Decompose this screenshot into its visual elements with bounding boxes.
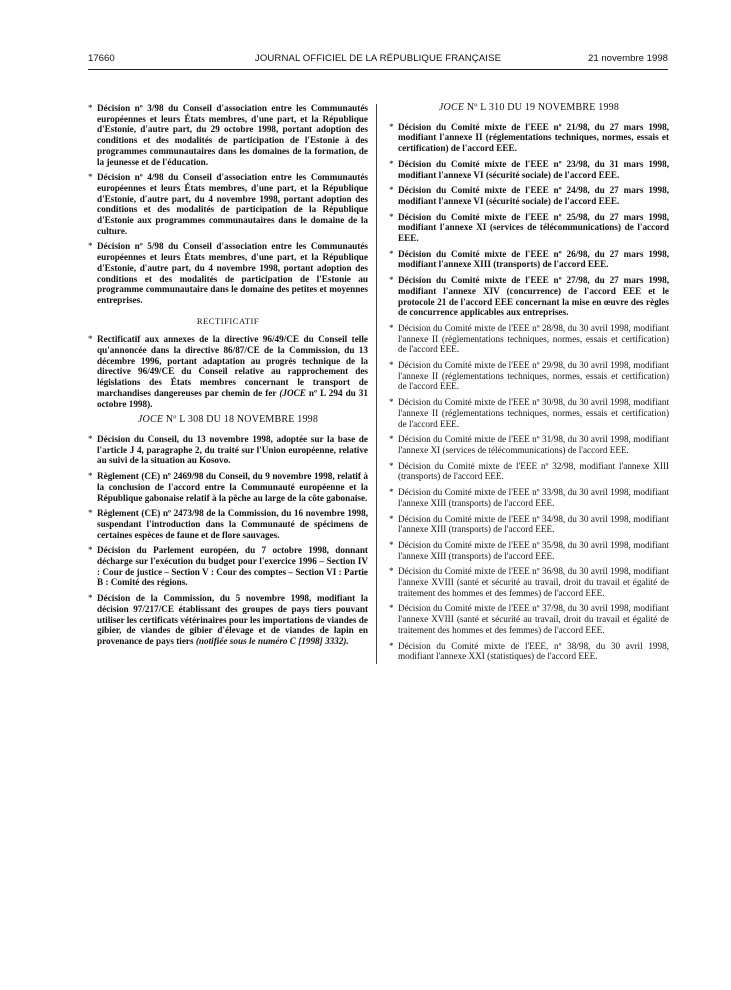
list-item: * Décision du Comité mixte de l'EEE nº 32/98, modifiant l'annexe XIII (transports) de l'accord EEE. bbox=[389, 461, 669, 482]
header-rule bbox=[88, 69, 668, 70]
page-number: 17660 bbox=[88, 53, 115, 64]
rectificatif-text: Rectificatif aux annexes de la directive 96/49/CE du Conseil telle qu'annoncée dans la directive 86/87/CE de la Commission, du 13 décembre 1996, portant adaptation au progrès technique de la directive 96/49/CE du Conseil relative au rapprochement des législations des États membres concernant le transport de marchandises dangereuses par chemin de fer bbox=[97, 334, 368, 398]
column-divider bbox=[376, 104, 377, 664]
list-item: * Décision du Comité mixte de l'EEE, nº 38/98, du 30 avril 1998, modifiant l'annexe XXI (statistiques) de l'accord EEE. bbox=[389, 641, 669, 662]
list-item-text: Décision de la Commission, du 5 novembre 1998, modifiant la décision 97/217/CE établissant des groupes de pays tiers pouvant utiliser les certificats vétérinaires pour les importations de viandes de gibier, de viandes de gibier d'élevage et de viandes de lapin en provenance de pays tiers bbox=[97, 593, 368, 646]
rectificatif-ref: nº L 294 du 31 octobre 1998). bbox=[97, 387, 368, 409]
rectificatif-heading: RECTIFICATIF bbox=[196, 315, 260, 326]
list-item: * Décision du Comité mixte de l'EEE nº 23/98, du 31 mars 1998, modifiant l'annexe VI (sécurité sociale) de l'accord EEE. bbox=[389, 159, 669, 180]
section-issue: Nº L 310 DU 19 NOVEMBRE 1998 bbox=[466, 102, 620, 113]
page-header bbox=[88, 53, 668, 69]
list-item: * Décision du Conseil, du 13 novembre 1998, adoptée sur la base de l'article J 4, paragraphe 2, du traité sur l'Union européenne, relative au suivi de la situation au Kosovo. bbox=[88, 434, 368, 466]
list-item: * Décision du Comité mixte de l'EEE nº 21/98, du 27 mars 1998, modifiant l'annexe II (réglementations techniques, normes, essais et certification) de l'accord EEE. bbox=[389, 122, 669, 154]
list-item: * Règlement (CE) nº 2469/98 du Conseil, du 9 novembre 1998, relatif à la conclusion de l'accord entre la Communauté européenne et la République gabonaise relatif à la pêche au large de la côte gabonaise. bbox=[88, 471, 368, 503]
section-journal-abbrev: JOCE bbox=[438, 102, 465, 113]
list-item: * Décision du Comité mixte de l'EEE nº 26/98, du 27 mars 1998, modifiant l'annexe XIII (transports) de l'accord EEE. bbox=[389, 249, 669, 270]
list-item: * Décision nº 4/98 du Conseil d'association entre les Communautés européennes et leurs États membres, d'une part, et la République d'Estonie, d'autre part, du 4 novembre 1998, portant adoption des conditions et des modalités de participation de la République d'Estonie aux programmes communautaires dans le domaine de la culture. bbox=[88, 172, 368, 236]
right-column bbox=[389, 103, 669, 667]
section-heading-l310 bbox=[389, 103, 669, 114]
left-column bbox=[88, 103, 368, 652]
list-item: * Décision du Comité mixte de l'EEE nº 35/98, du 30 avril 1998, modifiant l'annexe XIII (transports) de l'accord EEE. bbox=[389, 540, 669, 561]
list-item bbox=[88, 593, 368, 647]
list-item: * Décision nº 3/98 du Conseil d'association entre les Communautés européennes et leurs États membres, d'une part, et la République d'Estonie, d'autre part, du 29 octobre 1998, portant adoption des conditions et des modalités de participation de l'Estonie à des programmes communautaires dans les domaines de la formation, de la jeunesse et de l'éducation. bbox=[88, 103, 368, 167]
list-item: * Décision du Comité mixte de l'EEE nº 27/98, du 27 mars 1998, modifiant l'annexe XIV (concurrence) de l'accord EEE et le protocole 21 de l'accord EEE concernant la mise en œuvre des règles de concurrence applicables aux entreprises. bbox=[389, 275, 669, 318]
list-item: * Décision du Comité mixte de l'EEE nº 25/98, du 27 mars 1998, modifiant l'annexe XI (services de télécommunications) de l'accord EEE. bbox=[389, 212, 669, 244]
list-item: * Décision du Comité mixte de l'EEE nº 29/98, du 30 avril 1998, modifiant l'annexe II (réglementations techniques, normes, essais et certification) de l'accord EEE. bbox=[389, 360, 669, 392]
issue-date: 21 novembre 1998 bbox=[587, 53, 668, 64]
list-item: * Règlement (CE) nº 2473/98 de la Commission, du 16 novembre 1998, suspendant l'introduction dans la Communauté de spécimens de certaines espèces de faune et de flore sauvages. bbox=[88, 508, 368, 540]
list-item: * Décision du Comité mixte de l'EEE nº 36/98, du 30 avril 1998, modifiant l'annexe XVIII (santé et sécurité au travail, droit du travail et égalité de traitement des hommes et des femmes) de l'accord EEE. bbox=[389, 566, 669, 598]
list-item: * Décision du Comité mixte de l'EEE nº 37/98, du 30 avril 1998, modifiant l'annexe XVIII (santé et sécurité au travail, droit du travail et égalité de traitement des hommes et des femmes) de l'accord EEE. bbox=[389, 603, 669, 635]
list-item: * Décision nº 5/98 du Conseil d'association entre les Communautés européennes et leurs États membres, d'une part, et la République d'Estonie, d'autre part, du 4 novembre 1998, portant adoption des conditions et des modalités de participation de l'Estonie au programme communautaire dans le domaine des petites et moyennes entreprises. bbox=[88, 241, 368, 305]
list-item: * Décision du Comité mixte de l'EEE nº 28/98, du 30 avril 1998, modifiant l'annexe II (réglementations techniques, normes, essais et certification) de l'accord EEE. bbox=[389, 323, 669, 355]
rectificatif-entry bbox=[88, 334, 368, 409]
section-heading-l308 bbox=[88, 415, 368, 426]
list-item: * Décision du Comité mixte de l'EEE nº 24/98, du 27 mars 1998, modifiant l'annexe VI (sécurité sociale) de l'accord EEE. bbox=[389, 185, 669, 206]
journal-title: JOURNAL OFFICIEL DE LA RÉPUBLIQUE FRANÇAISE bbox=[254, 53, 502, 64]
rectificatif-ref-italic: (JOCE bbox=[279, 387, 306, 398]
list-item: * Décision du Comité mixte de l'EEE nº 33/98, du 30 avril 1998, modifiant l'annexe XIII (transports) de l'accord EEE. bbox=[389, 487, 669, 508]
list-item: * Décision du Comité mixte de l'EEE nº 30/98, du 30 avril 1998, modifiant l'annexe II (réglementations techniques, normes, essais et certification) de l'accord EEE. bbox=[389, 397, 669, 429]
section-issue: Nº L 308 DU 18 NOVEMBRE 1998 bbox=[165, 414, 319, 426]
list-item: * Décision du Comité mixte de l'EEE nº 34/98, du 30 avril 1998, modifiant l'annexe XIII (transports) de l'accord EEE. bbox=[389, 514, 669, 535]
section-journal-abbrev: JOCE bbox=[137, 414, 164, 426]
list-item: * Décision du Comité mixte de l'EEE nº 31/98, du 30 avril 1998, modifiant l'annexe XI (services de télécommunications) de l'accord EEE. bbox=[389, 434, 669, 455]
list-item-italic: (notifiée sous le numéro C [1998] 3332). bbox=[195, 635, 349, 646]
list-item: * Décision du Parlement européen, du 7 octobre 1998, donnant décharge sur l'exécution du budget pour l'exercice 1996 – Section IV : Cour de justice – Section V : Cour des comptes – Section VI : Partie B : Comité des régions. bbox=[88, 545, 368, 588]
